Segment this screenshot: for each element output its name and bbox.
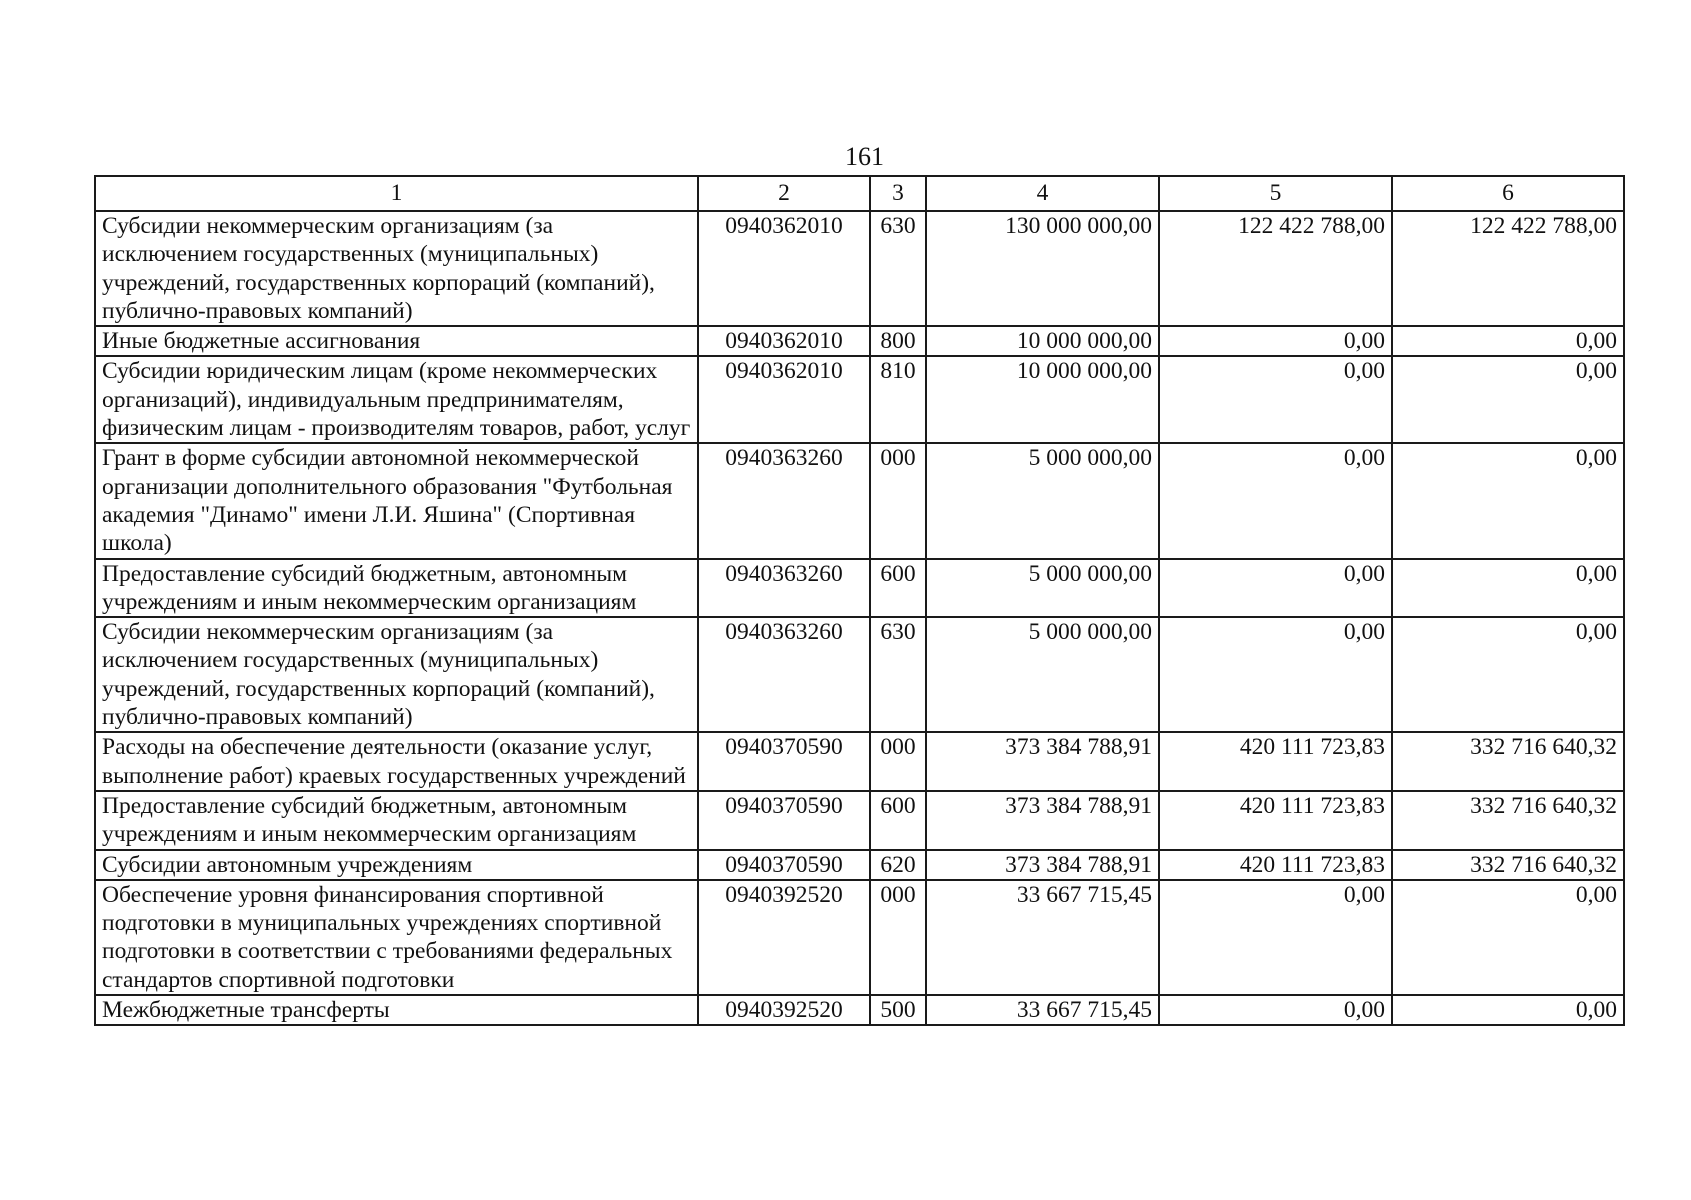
row-expense-type: 000 (870, 443, 926, 558)
row-name: Предоставление субсидий бюджетным, автономным учреждениям и иным некоммерческим организациям (95, 559, 698, 618)
page-number: 161 (845, 142, 884, 171)
row-amount-col5: 0,00 (1159, 617, 1392, 732)
table-row (95, 326, 1624, 356)
column-header: 2 (698, 176, 870, 211)
row-amount-col5: 122 422 788,00 (1159, 211, 1392, 326)
row-name: Межбюджетные трансферты (95, 995, 698, 1025)
row-amount-col4: 373 384 788,91 (926, 791, 1159, 850)
column-header: 6 (1392, 176, 1624, 211)
row-amount-col5: 0,00 (1159, 559, 1392, 618)
row-code: 0940363260 (698, 443, 870, 558)
row-name: Субсидии некоммерческим организациям (за исключением государственных (муниципальных) учреждений, государственных корпораций (компаний), публично-правовых компаний) (95, 211, 698, 326)
row-amount-col4: 5 000 000,00 (926, 559, 1159, 618)
table-row (95, 617, 1624, 732)
row-amount-col5: 0,00 (1159, 995, 1392, 1025)
column-header: 4 (926, 176, 1159, 211)
budget-table (94, 175, 1625, 1026)
row-amount-col5: 0,00 (1159, 443, 1392, 558)
row-expense-type: 630 (870, 211, 926, 326)
row-amount-col5: 420 111 723,83 (1159, 732, 1392, 791)
row-code: 0940392520 (698, 995, 870, 1025)
row-code: 0940362010 (698, 326, 870, 356)
row-code: 0940363260 (698, 559, 870, 618)
row-amount-col4: 5 000 000,00 (926, 443, 1159, 558)
row-name: Субсидии некоммерческим организациям (за исключением государственных (муниципальных) учреждений, государственных корпораций (компаний), публично-правовых компаний) (95, 617, 698, 732)
table-row (95, 732, 1624, 791)
row-amount-col4: 373 384 788,91 (926, 732, 1159, 791)
row-amount-col4: 373 384 788,91 (926, 850, 1159, 880)
row-amount-col4: 10 000 000,00 (926, 326, 1159, 356)
row-amount-col5: 420 111 723,83 (1159, 791, 1392, 850)
row-amount-col6: 0,00 (1392, 995, 1624, 1025)
row-expense-type: 600 (870, 791, 926, 850)
row-amount-col4: 130 000 000,00 (926, 211, 1159, 326)
row-amount-col5: 0,00 (1159, 880, 1392, 995)
row-amount-col4: 10 000 000,00 (926, 356, 1159, 443)
row-expense-type: 600 (870, 559, 926, 618)
table-row (95, 211, 1624, 326)
row-amount-col6: 0,00 (1392, 356, 1624, 443)
row-amount-col6: 0,00 (1392, 880, 1624, 995)
row-name: Обеспечение уровня финансирования спортивной подготовки в муниципальных учреждениях спортивной подготовки в соответствии с требованиями федеральных стандартов спортивной подготовки (95, 880, 698, 995)
row-amount-col4: 33 667 715,45 (926, 995, 1159, 1025)
column-header: 1 (95, 176, 698, 211)
row-expense-type: 000 (870, 732, 926, 791)
row-amount-col6: 122 422 788,00 (1392, 211, 1624, 326)
row-name: Субсидии юридическим лицам (кроме некоммерческих организаций), индивидуальным предпринимателям, физическим лицам - производителям товаров, работ, услуг (95, 356, 698, 443)
table-row (95, 356, 1624, 443)
row-code: 0940392520 (698, 880, 870, 995)
row-amount-col5: 420 111 723,83 (1159, 850, 1392, 880)
row-amount-col6: 0,00 (1392, 326, 1624, 356)
row-code: 0940370590 (698, 791, 870, 850)
table-row (95, 791, 1624, 850)
table-row (95, 995, 1624, 1025)
row-amount-col4: 33 667 715,45 (926, 880, 1159, 995)
row-amount-col4: 5 000 000,00 (926, 617, 1159, 732)
header-row (95, 176, 1624, 211)
table-row (95, 880, 1624, 995)
row-name: Расходы на обеспечение деятельности (оказание услуг, выполнение работ) краевых государственных учреждений (95, 732, 698, 791)
row-code: 0940370590 (698, 732, 870, 791)
column-header: 5 (1159, 176, 1392, 211)
row-expense-type: 500 (870, 995, 926, 1025)
row-amount-col5: 0,00 (1159, 356, 1392, 443)
row-amount-col6: 332 716 640,32 (1392, 732, 1624, 791)
row-expense-type: 630 (870, 617, 926, 732)
row-expense-type: 620 (870, 850, 926, 880)
table-row (95, 443, 1624, 558)
row-code: 0940363260 (698, 617, 870, 732)
row-expense-type: 810 (870, 356, 926, 443)
row-expense-type: 000 (870, 880, 926, 995)
row-amount-col6: 0,00 (1392, 443, 1624, 558)
row-name: Иные бюджетные ассигнования (95, 326, 698, 356)
row-amount-col6: 332 716 640,32 (1392, 850, 1624, 880)
row-code: 0940370590 (698, 850, 870, 880)
table-row (95, 559, 1624, 618)
row-code: 0940362010 (698, 211, 870, 326)
row-amount-col6: 332 716 640,32 (1392, 791, 1624, 850)
table-row (95, 850, 1624, 880)
row-name: Субсидии автономным учреждениям (95, 850, 698, 880)
row-amount-col6: 0,00 (1392, 617, 1624, 732)
row-expense-type: 800 (870, 326, 926, 356)
row-code: 0940362010 (698, 356, 870, 443)
row-amount-col6: 0,00 (1392, 559, 1624, 618)
row-name: Предоставление субсидий бюджетным, автономным учреждениям и иным некоммерческим организациям (95, 791, 698, 850)
row-name: Грант в форме субсидии автономной некоммерческой организации дополнительного образования "Футбольная академия "Динамо" имени Л.И. Яшина" (Спортивная школа) (95, 443, 698, 558)
column-header: 3 (870, 176, 926, 211)
row-amount-col5: 0,00 (1159, 326, 1392, 356)
